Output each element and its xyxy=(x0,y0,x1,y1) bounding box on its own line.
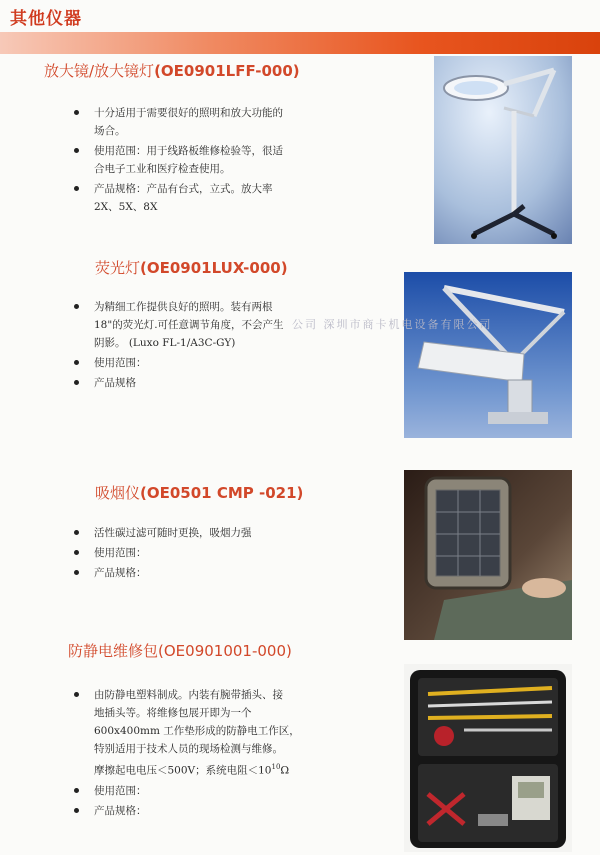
line: 18"的荧光灯.可任意调节角度，不会产生 xyxy=(94,319,284,331)
list-item xyxy=(70,802,320,820)
line: 活性碳过滤可随时更换，吸烟力强 xyxy=(94,527,252,539)
header-band xyxy=(0,32,600,54)
section-title-code: (OE0901001-000) xyxy=(158,642,292,660)
bullet-list xyxy=(70,298,320,394)
smoke-absorber-photo xyxy=(404,470,572,640)
line: 十分适用于需要很好的照明和放大功能的 xyxy=(94,107,283,119)
section-title-cn: 吸烟仪 xyxy=(95,484,141,502)
fluorescent-lamp-photo xyxy=(404,272,572,438)
section-title-code: (OE0901LUX-000) xyxy=(140,259,288,277)
list-item xyxy=(70,374,320,392)
line: 场合。 xyxy=(94,125,126,137)
line: 阴影。 (Luxo FL-1/A3C-GY) xyxy=(94,337,236,349)
section-title-code: (OE0901LFF-000) xyxy=(154,62,300,80)
resistance-line xyxy=(94,758,320,780)
section-title-cn: 防静电维修包 xyxy=(68,642,159,660)
line: 产品规格： xyxy=(94,567,147,579)
resistance-text: 摩擦起电电压＜500V；系统电阻＜10 xyxy=(94,764,272,777)
list-item xyxy=(70,524,320,542)
line: 使用范围：用于线路板维修检验等，很适 xyxy=(94,145,283,157)
section-title xyxy=(44,60,300,81)
line: 600x400mm 工作垫形成的防静电工作区， xyxy=(94,725,300,737)
line: 2X、5X、8X xyxy=(94,201,158,213)
resistance-exponent: 10 xyxy=(271,763,281,771)
bullet-list xyxy=(70,686,320,822)
list-item xyxy=(70,180,320,216)
line: 合电子工业和医疗检查使用。 xyxy=(94,163,231,175)
line: 使用范围： xyxy=(94,547,147,559)
list-item xyxy=(70,686,320,780)
bullet-list xyxy=(70,104,320,218)
list-item xyxy=(70,544,320,562)
section-title-cn: 荧光灯 xyxy=(95,259,141,277)
section-title xyxy=(68,640,292,661)
list-item xyxy=(70,142,320,178)
line: 产品规格：产品有台式，立式。放大率 xyxy=(94,183,273,195)
magnifier-lamp-photo xyxy=(434,56,572,244)
list-item xyxy=(70,354,320,372)
resistance-unit: Ω xyxy=(280,764,290,777)
esd-kit-photo xyxy=(404,664,572,852)
line: 产品规格： xyxy=(94,804,147,817)
list-item xyxy=(70,564,320,582)
line: 地插头等。将维修包展开即为一个 xyxy=(94,707,252,719)
watermark-text: 公司 深圳市商卡机电设备有限公司 xyxy=(292,318,493,331)
page-title: 其他仪器 xyxy=(10,9,82,29)
section-title xyxy=(95,257,288,278)
list-item xyxy=(70,104,320,140)
bullet-list xyxy=(70,524,320,584)
line: 由防静电塑料制成。内装有腕带插头、接 xyxy=(94,689,283,701)
section-title-code: (OE0501 CMP -021) xyxy=(140,484,304,502)
line: 使用范围： xyxy=(94,357,147,369)
line: 特别适用于技术人员的现场检测与维修。 xyxy=(94,743,283,755)
list-item xyxy=(70,298,320,352)
list-item xyxy=(70,782,320,800)
section-title xyxy=(95,482,303,503)
line: 为精细工作提供良好的照明。装有两根 xyxy=(94,301,273,313)
line: 产品规格 xyxy=(94,377,136,389)
line: 使用范围： xyxy=(94,784,147,797)
section-title-cn: 放大镜/放大镜灯 xyxy=(44,62,155,80)
